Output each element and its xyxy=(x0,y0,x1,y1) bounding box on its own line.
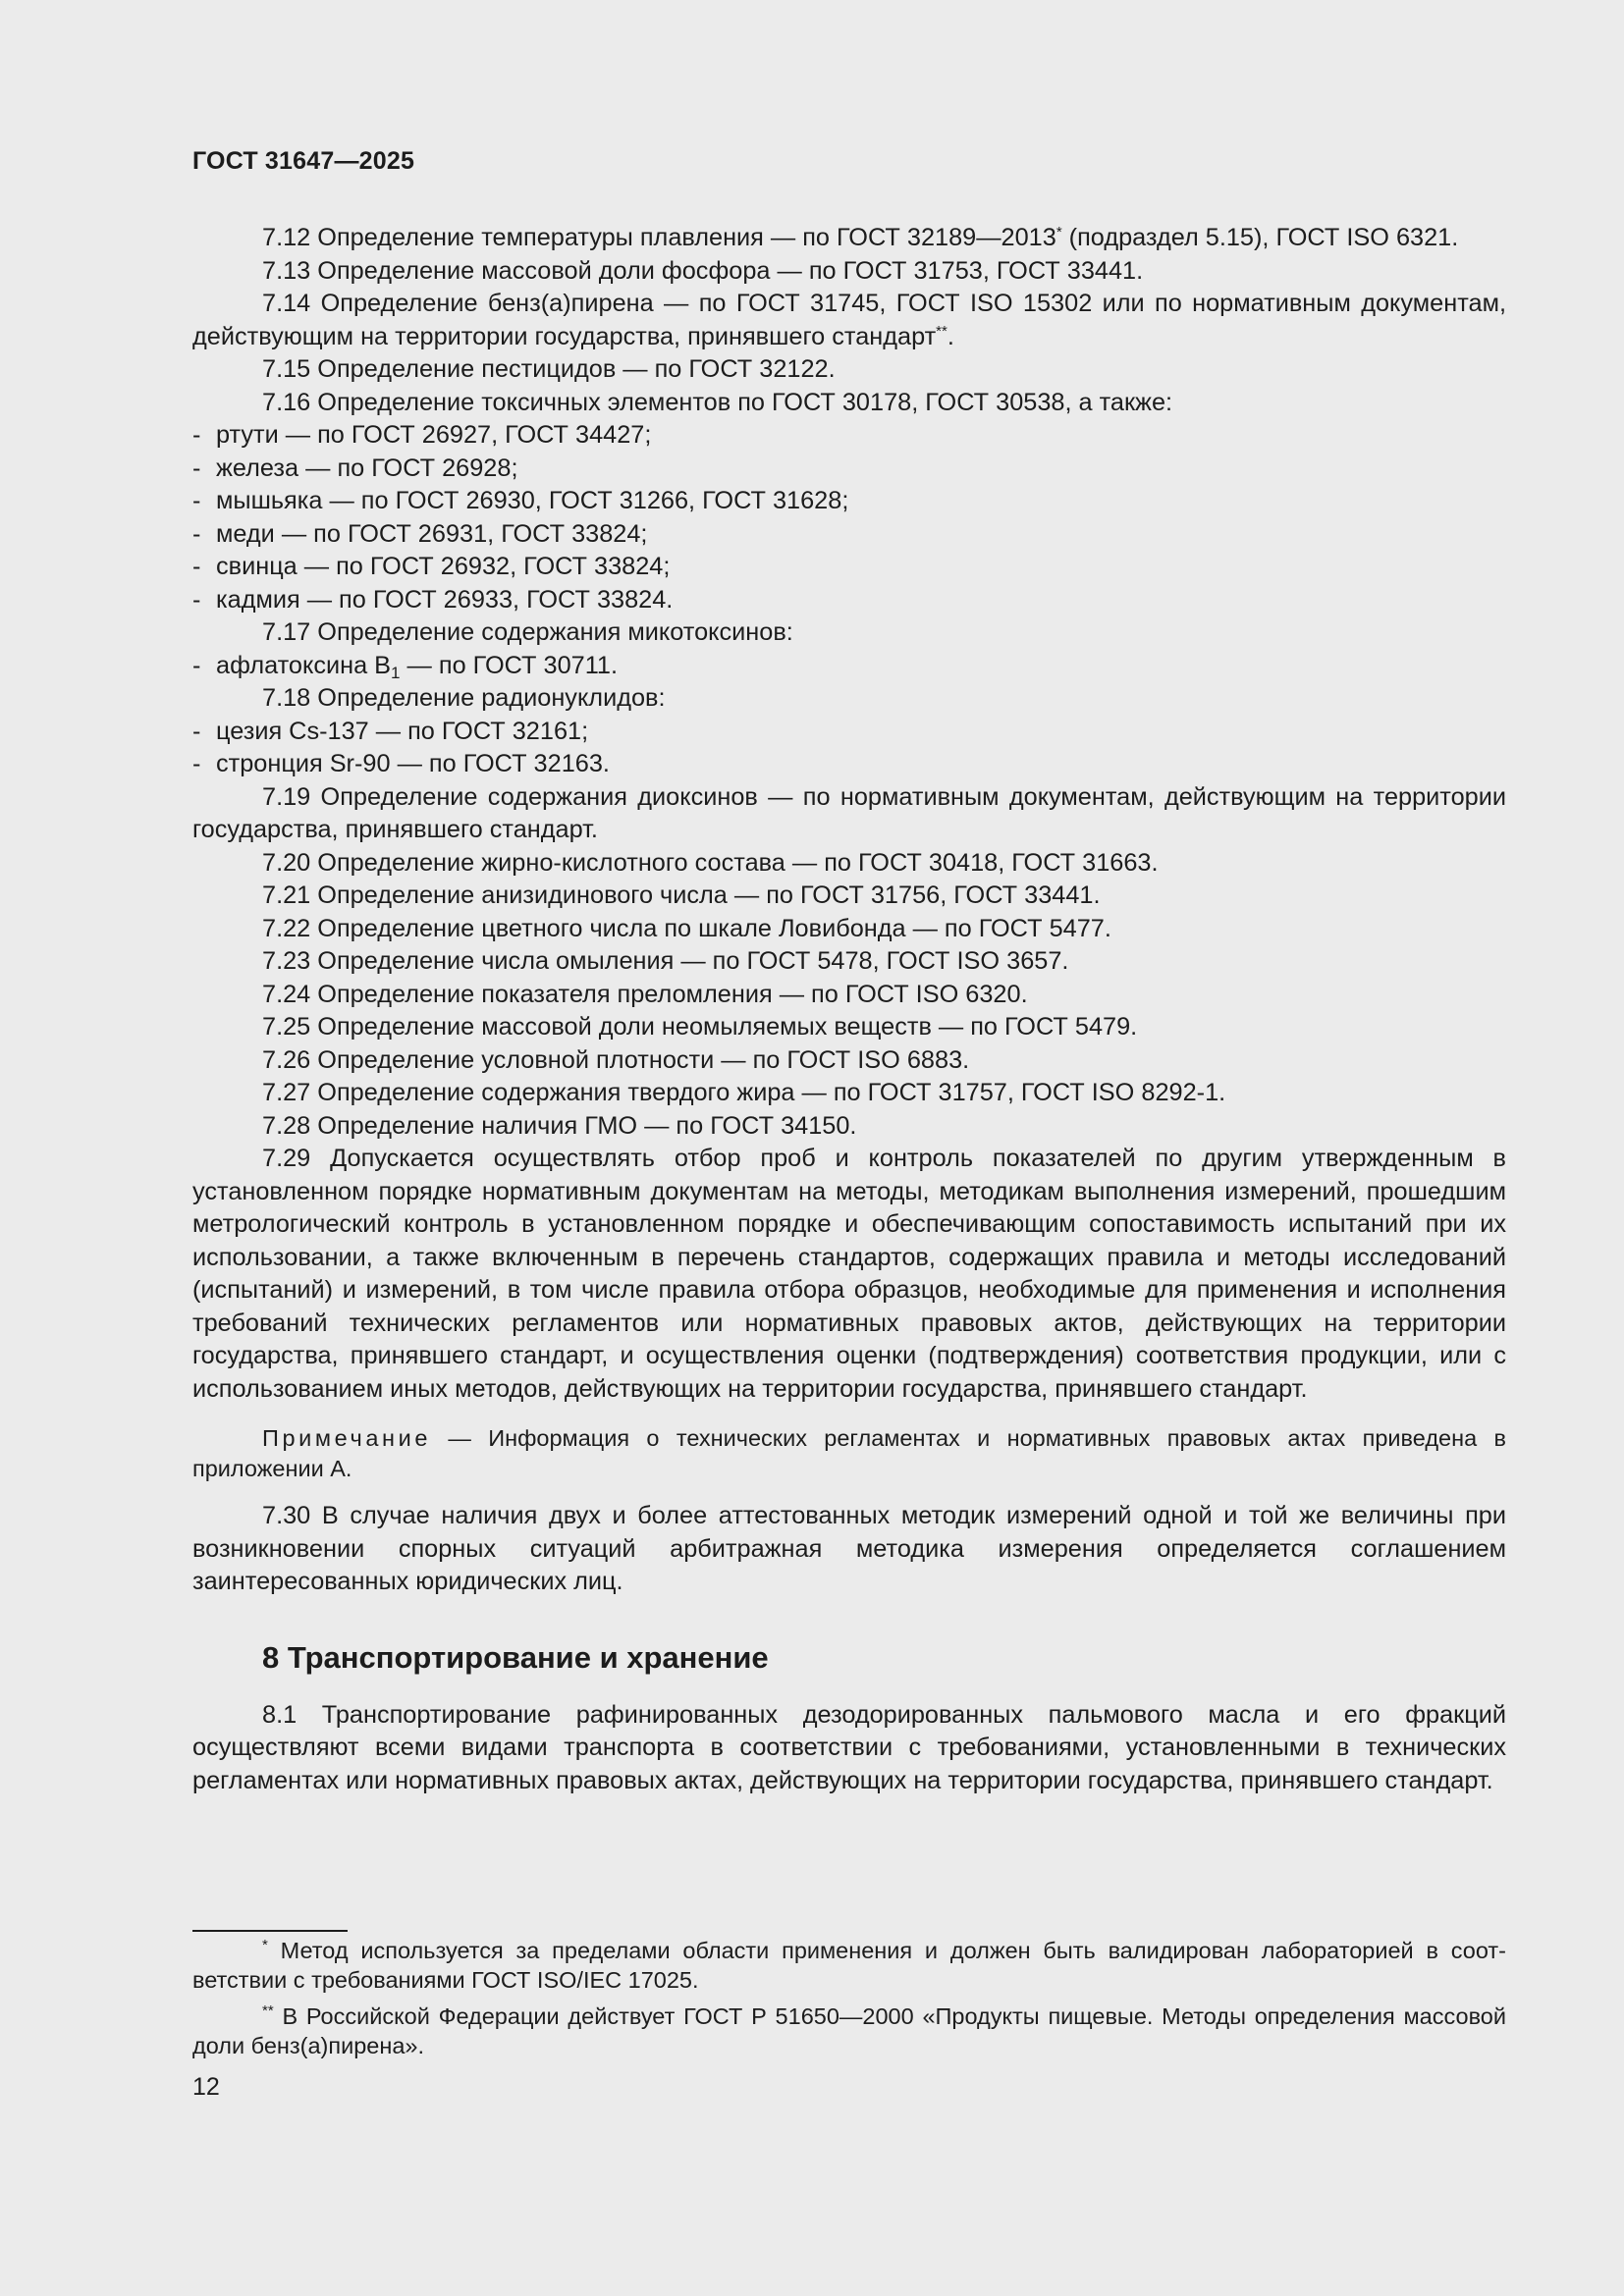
footnote-ref: * xyxy=(1056,224,1062,240)
paragraph-7-27: 7.27 Определение содержания твердого жира — по ГОСТ 31757, ГОСТ ISO 8292-1. xyxy=(262,1079,1226,1106)
list-item: - меди — по ГОСТ 26931, ГОСТ 33824; xyxy=(192,519,648,548)
section-heading: 8 Транспортирование и хранение xyxy=(262,1639,769,1675)
paragraph-7-18: 7.18 Определение радионуклидов: xyxy=(262,684,666,712)
list-item: - свинца — по ГОСТ 26932, ГОСТ 33824; xyxy=(192,553,671,580)
paragraph-7-25: 7.25 Определение массовой доли неомыляемых веществ — по ГОСТ 5479. xyxy=(262,1013,1138,1041)
note-label: Примечание xyxy=(262,1425,432,1451)
paragraph-7-20: 7.20 Определение жирно-кислотного состава — по ГОСТ 30418, ГОСТ 31663. xyxy=(262,848,1159,877)
paragraph-7-22: 7.22 Определение цветного числа по шкале Ловибонда — по ГОСТ 5477. xyxy=(262,914,1111,942)
list-item: - ртути — по ГОСТ 26927, ГОСТ 34427; xyxy=(192,421,652,449)
paragraph-7-12: 7.12 Определение температуры плавления — по ГОСТ 32189—2013* (подраздел 5.15), ГОСТ ISO 6321. xyxy=(262,224,1459,251)
paragraph-7-14: 7.14 Определение бенз(а)пирена — по ГОСТ 31745, ГОСТ ISO 15302 или по нормативным документам, действующим на территории государства, принявшего стандарт**. xyxy=(192,290,1506,350)
footnote: ** В Российской Федерации действует ГОСТ Р 51650—2000 «Продукты пищевые. Методы определения массовой доли бенз(а)пирена». xyxy=(192,2002,1506,2058)
footnote-separator xyxy=(192,1930,348,1932)
paragraph-7-16: 7.16 Определение токсичных элементов по ГОСТ 30178, ГОСТ 30538, а также: xyxy=(262,388,1173,416)
footnote: * Метод используется за пределами области применения и должен быть валидирован лабораторией в соответствии с требованиями ГОСТ ISO/IEC 17025. xyxy=(192,1937,1506,1993)
footnote-ref: ** xyxy=(936,322,947,340)
document-header: ГОСТ 31647—2025 xyxy=(192,147,415,175)
list-item: - железа — по ГОСТ 26928; xyxy=(192,454,518,482)
paragraph-7-19: 7.19 Определение содержания диоксинов — по нормативным документам, действующим на территории государства, принявшего стандарт. xyxy=(192,782,1506,843)
paragraph-7-29: 7.29 Допускается осуществлять отбор проб и контроль показателей по другим утвержденным в установленном порядке нормативным документам на методы, методикам выполнения измерений, прошедшим метрологический контроль в установленном порядке и обеспечивающим сопоставимость испытаний при их использовании, а также включенным в перечень стандартов, содержащих правила и методы исследований (испытаний) и измерений, в том числе правила отбора образцов, необходимые для применения и исполнения требований технических регламентов или нормативных правовых актов, действующих на территории государства, принявшего стандарт, и осуществления оценки (подтверждения) соответствия продукции, или с использованием иных методов, действующих на территории государства, принявшего стандарт. xyxy=(192,1145,1506,1403)
paragraph-7-28: 7.28 Определение наличия ГМО — по ГОСТ 34150. xyxy=(262,1111,857,1140)
list-item: - афлатоксина $B_1$ — по ГОСТ 30711. xyxy=(192,651,619,682)
list-item: - цезия Cs-137 — по ГОСТ 32161; xyxy=(192,717,589,745)
list-item: - кадмия — по ГОСТ 26933, ГОСТ 33824. xyxy=(192,585,674,614)
list-item: - мышьяка — по ГОСТ 26930, ГОСТ 31266, ГОСТ 31628; xyxy=(192,487,849,514)
paragraph-7-21: 7.21 Определение анизидинового числа — по ГОСТ 31756, ГОСТ 33441. xyxy=(262,881,1101,909)
paragraph-7-24: 7.24 Определение показателя преломления — по ГОСТ ISO 6320. xyxy=(262,980,1028,1008)
paragraph-7-17: 7.17 Определение содержания микотоксинов: xyxy=(262,618,793,646)
paragraph-8-1: 8.1 Транспортирование рафинированных дезодорированных пальмового масла и его фракций осуществляют всеми видами транспорта в соответствии с требованиями, установленными в технических регламентах или нормативных правовых актах, действующих на территории государства, принявшего стандарт. xyxy=(192,1700,1506,1794)
paragraph-7-13: 7.13 Определение массовой доли фосфора — по ГОСТ 31753, ГОСТ 33441. xyxy=(262,256,1144,285)
list-item: - стронция Sr-90 — по ГОСТ 32163. xyxy=(192,750,610,777)
footnotes xyxy=(192,1936,1506,2067)
paragraph-7-15: 7.15 Определение пестицидов — по ГОСТ 32122. xyxy=(262,355,836,383)
paragraph-7-23: 7.23 Определение числа омыления — по ГОСТ 5478, ГОСТ ISO 3657. xyxy=(262,947,1069,975)
paragraph-7-26: 7.26 Определение условной плотности — по ГОСТ ISO 6883. xyxy=(262,1045,970,1074)
document-body xyxy=(192,222,1506,1797)
paragraph-7-30: 7.30 В случае наличия двух и более аттестованных методик измерений одной и той же величины при возникновении спорных ситуаций арбитражная методика измерения определяется соглашением заинтересованных юридических лиц. xyxy=(192,1502,1506,1595)
page-number: 12 xyxy=(192,2073,220,2101)
note: Примечание — Информация о технических регламентах и нормативных правовых актах приведена в приложении А. xyxy=(192,1425,1506,1481)
